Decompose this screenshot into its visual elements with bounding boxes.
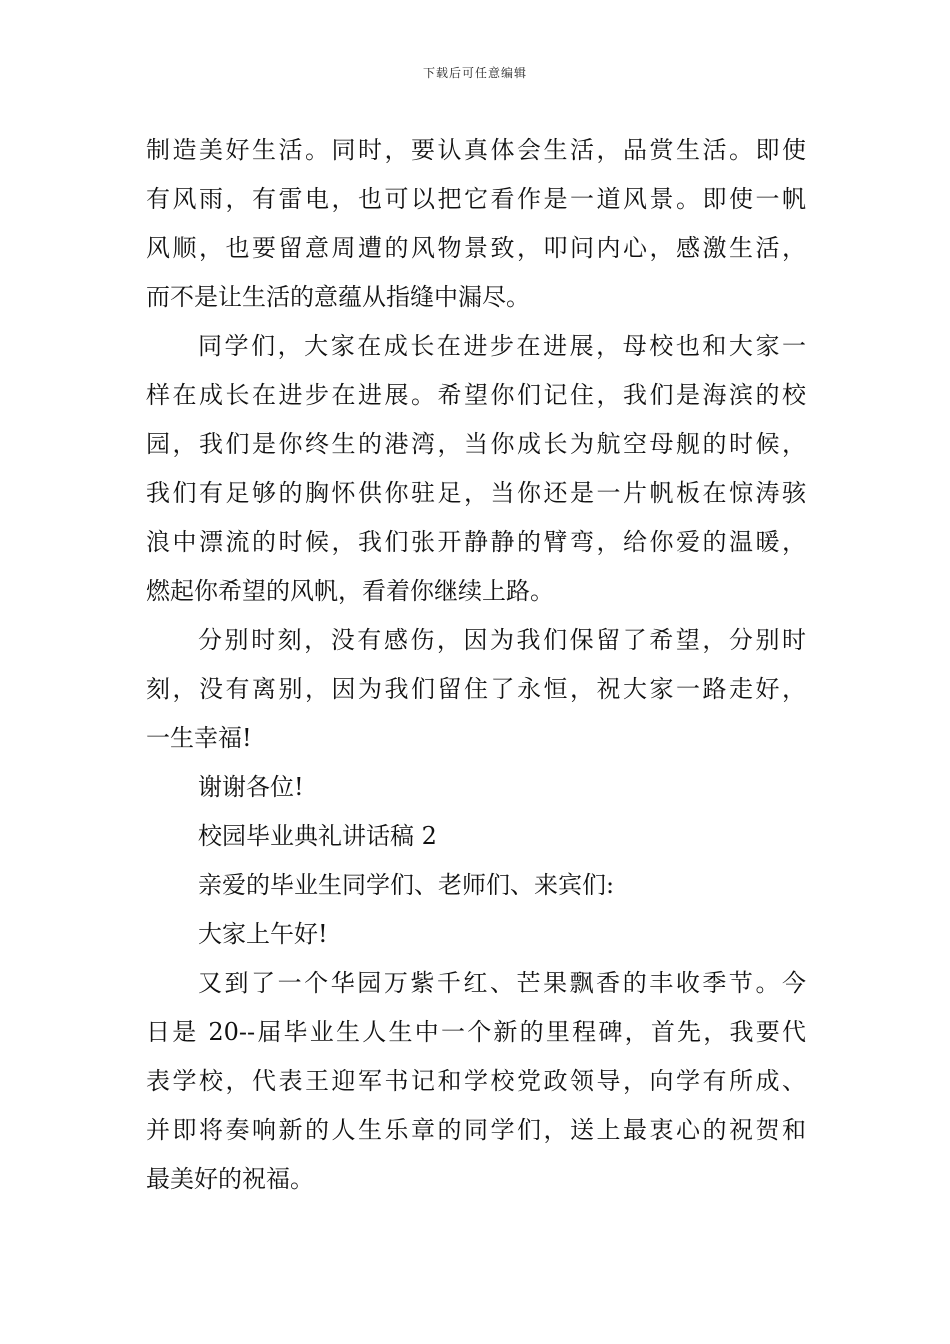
text-line: 又到了一个华园万紫千红、芒果飘香的丰收季节。今 — [198, 969, 806, 997]
text-line: 分别时刻，没有感伤，因为我们保留了希望，分别时 — [198, 626, 806, 654]
text-line: 我们有足够的胸怀供你驻足，当你还是一片帆板在惊涛骇 — [146, 479, 806, 507]
salutation: 亲爱的毕业生同学们、老师们、来宾们: — [198, 871, 615, 899]
text-line: 制造美好生活。同时，要认真体会生活，品赏生活。即使 — [146, 136, 806, 164]
page-header-note: 下载后可任意编辑 — [422, 66, 527, 80]
text-line: 最美好的祝福。 — [146, 1165, 314, 1193]
text-line: 而不是让生活的意蕴从指缝中漏尽。 — [146, 283, 530, 311]
text-line: 刻，没有离别，因为我们留住了永恒，祝大家一路走好， — [146, 675, 806, 703]
text-line: 谢谢各位! — [198, 773, 304, 801]
document-body — [146, 126, 806, 1204]
greeting: 大家上午好! — [198, 920, 328, 948]
text-line: 表学校，代表王迎军书记和学校党政领导，向学有所成、 — [146, 1067, 806, 1095]
section-title: 校园毕业典礼讲话稿 2 — [198, 822, 437, 850]
text-line: 一生幸福! — [146, 724, 252, 752]
text-line: 日是 20--届毕业生人生中一个新的里程碑，首先，我要代 — [146, 1018, 806, 1046]
text-line: 并即将奏响新的人生乐章的同学们，送上最衷心的祝贺和 — [146, 1116, 806, 1144]
text-line: 风顺，也要留意周遭的风物景致，叩问内心，感激生活， — [146, 234, 806, 262]
text-line: 燃起你希望的风帆，看着你继续上路。 — [146, 577, 554, 605]
text-line: 同学们，大家在成长在进步在进展，母校也和大家一 — [198, 332, 806, 360]
text-line: 浪中漂流的时候，我们张开静静的臂弯，给你爱的温暖， — [146, 528, 806, 556]
text-line: 园，我们是你终生的港湾，当你成长为航空母舰的时候， — [146, 430, 806, 458]
text-line: 样在成长在进步在进展。希望你们记住，我们是海滨的校 — [146, 381, 806, 409]
text-line: 有风雨，有雷电，也可以把它看作是一道风景。即使一帆 — [146, 185, 806, 213]
